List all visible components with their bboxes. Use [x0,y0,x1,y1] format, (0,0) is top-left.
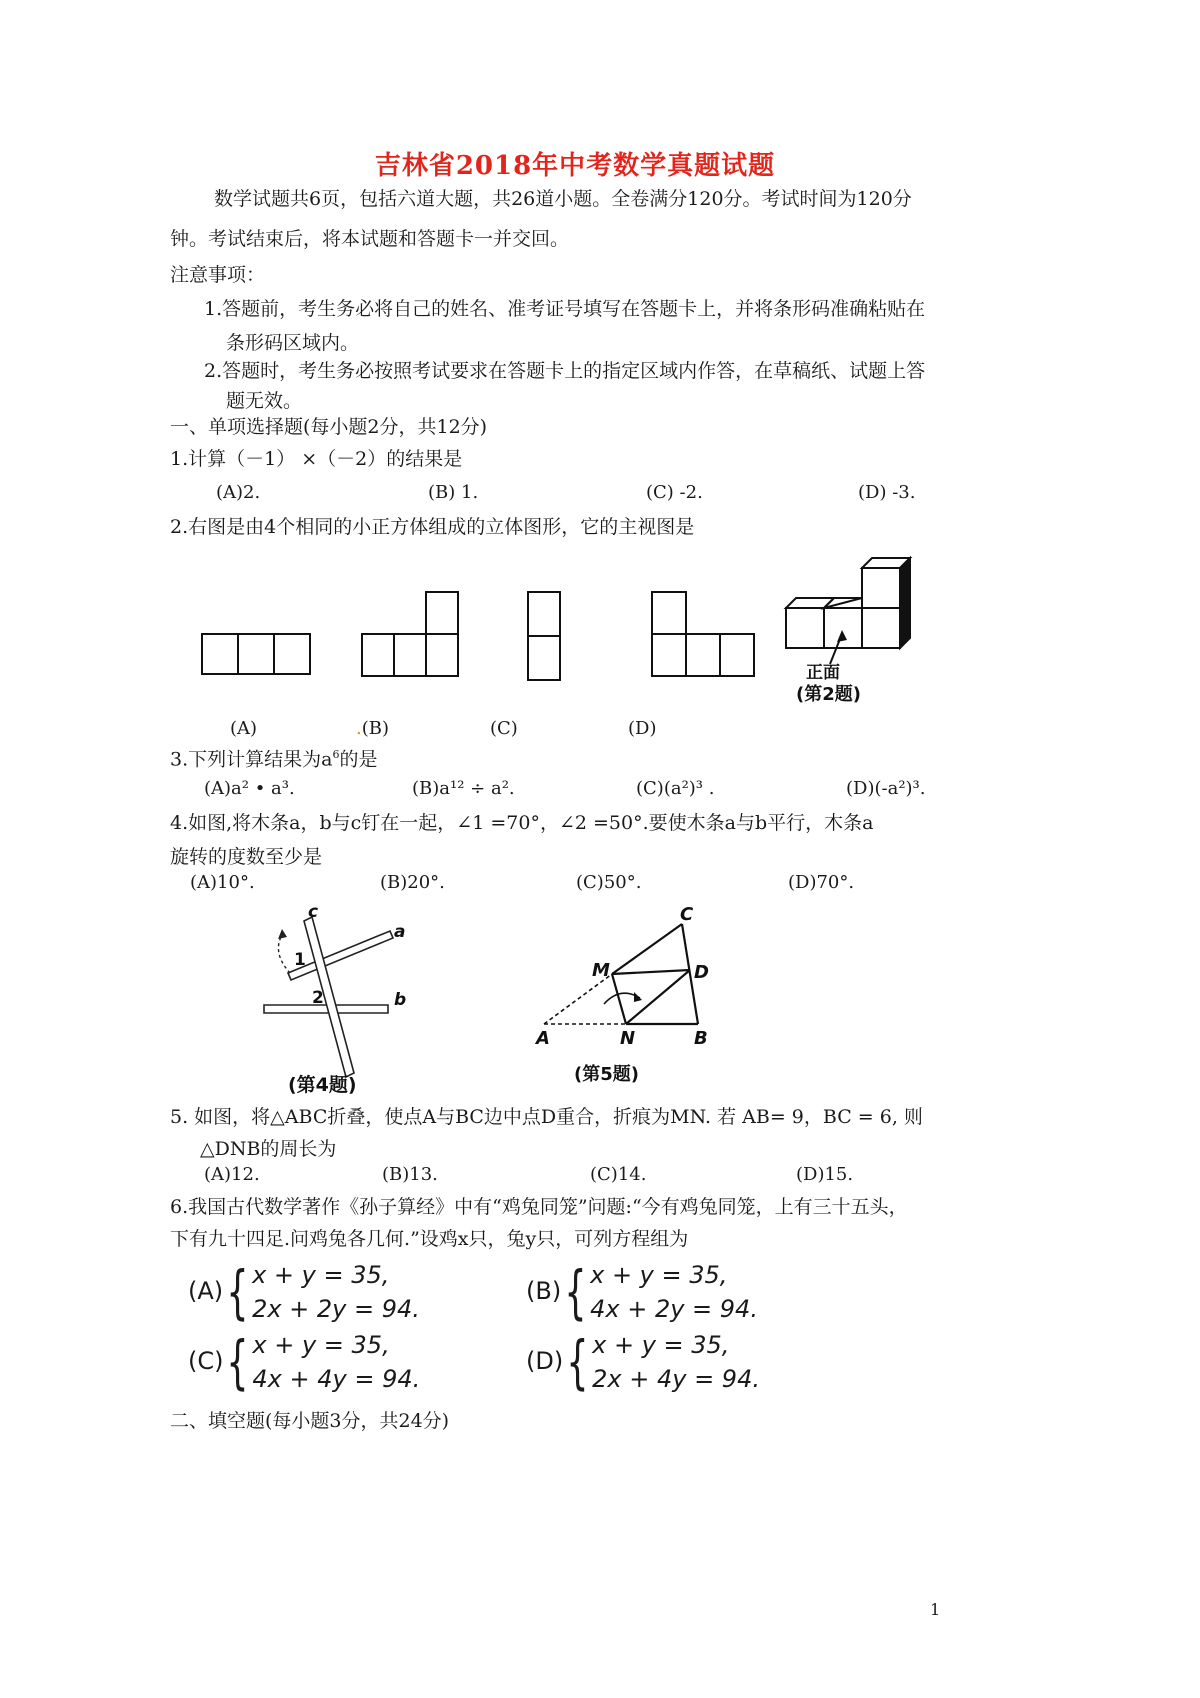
brace-symbol: { [566,1328,589,1396]
note1-line1: 1.答题前，考生务必将自己的姓名、准考证号填写在答题卡上，并将条形码准确粘贴在 [204,298,926,320]
q6-option-a-eq1: x + y = 35, [252,1261,390,1289]
page-number: 1 [930,1600,941,1619]
q6-option-b-equations [590,1258,758,1326]
q2-view-c [528,592,560,680]
q4-option-d: (D)70°. [788,872,855,893]
q6-option-c-eq2: 4x + 4y = 94. [252,1365,421,1393]
q3-stem-post: 的是 [339,748,378,771]
q3-option-d: (D)(-a²)³. [846,778,926,799]
q1-option-a: (A)2. [216,482,261,503]
q5-label-c: C [680,904,694,925]
q6-option-c-label: (C) [188,1347,224,1375]
q2-option-a: (A) [230,718,258,739]
q5-stem-line1: 5. 如图，将△ABC折叠，使点A与BC边中点D重合，折痕为MN. 若 AB= 9，BC = 6, 则 [170,1106,923,1128]
q5-stem-line2: △DNB的周长为 [200,1138,337,1160]
q1-option-b: (B) 1. [428,482,479,503]
section2-heading: 二、填空题(每小题3分，共24分) [170,1410,450,1432]
q5-caption: (第5题) [574,1064,639,1085]
notes-heading: 注意事项： [170,264,266,286]
q6-option-a-label: (A) [188,1277,224,1305]
q4-label-c: c [308,905,319,922]
section1-heading: 一、单项选择题(每小题2分，共12分) [170,416,488,438]
q6-option-a-eq2: 2x + 2y = 94. [252,1295,420,1323]
q4-option-c: (C)50°. [576,872,642,893]
brace-symbol: { [564,1258,587,1326]
q4-angle-2-label: 2 [312,988,324,1008]
q5-label-m: M [592,960,610,981]
q4-label-a: a [394,922,406,942]
q4-figure [250,905,420,1095]
q4-stem-line2: 旋转的度数至少是 [170,846,323,868]
q6-option-d-equations [592,1328,760,1396]
q4-caption: (第4题) [288,1074,357,1095]
brace-symbol: { [226,1328,250,1396]
q2-front-label: 正面 [806,663,840,683]
q5-option-c: (C)14. [590,1164,647,1185]
q6-stem-line1: 6.我国古代数学著作《孙子算经》中有“鸡兔同笼”问题:“今有鸡兔同笼，上有三十五头， [170,1196,908,1218]
q2-view-d [652,592,754,676]
q2-caption: (第2题) [796,684,861,705]
q6-option-a [188,1258,420,1326]
q3-option-c: (C)(a²)³ . [636,778,715,799]
q4-angle-1-label: 1 [294,950,306,970]
note1-line2: 条形码区域内。 [226,332,360,354]
q6-option-d [526,1328,760,1396]
q3-option-a: (A)a² • a³. [204,778,295,799]
q2-figures [190,540,930,710]
q6-stem-line2: 下有九十四足.问鸡兔各几何.”设鸡x只，兔y只，可列方程组为 [170,1228,689,1250]
note2-line1: 2.答题时，考生务必按照考试要求在答题卡上的指定区域内作答，在草稿纸、试题上答 [204,360,926,382]
q3-option-b: (B)a¹² ÷ a². [412,778,515,799]
q2-view-b [362,592,458,676]
q6-option-c [188,1328,420,1396]
q6-option-d-eq2: 2x + 4y = 94. [592,1365,760,1393]
q3-stem [170,742,377,772]
q2-option-b-wrap [356,718,389,739]
q4-option-a: (A)10°. [190,872,255,893]
q2-option-d: (D) [628,718,657,739]
q2-solid-figure [786,558,910,648]
q5-label-d: D [694,962,709,983]
intro-text-line2: 钟。考试结束后，将本试题和答题卡一并交回。 [170,228,570,250]
q5-label-a: A [536,1028,550,1049]
q2-option-c: (C) [490,718,518,739]
q5-option-d: (D)15. [796,1164,854,1185]
q5-option-a: (A)12. [204,1164,260,1185]
q2-view-a [202,634,310,674]
q5-figure [530,900,730,1090]
q4-option-b: (B)20°. [380,872,445,893]
q2-stem: 2.右图是由4个相同的小正方体组成的立体图形，它的主视图是 [170,516,695,538]
q1-option-d: (D) -3. [858,482,916,503]
q2-option-b: (B) [361,718,390,739]
q4-stem-line1: 4.如图,将木条a，b与c钉在一起，∠1 =70°，∠2 =50°.要使木条a与b平行，木条a [170,812,874,834]
q1-stem: 1.计算（－1） ×（－2）的结果是 [170,448,463,470]
q5-label-n: N [620,1028,636,1049]
brace-symbol: { [226,1258,249,1326]
note2-line2: 题无效。 [226,390,303,412]
q4-label-b: b [394,990,407,1010]
q6-option-d-label: (D) [526,1347,564,1375]
q6-option-c-eq1: x + y = 35, [252,1331,390,1359]
q3-stem-exp: 6 [332,748,340,761]
q6-option-a-equations [252,1258,420,1326]
q3-stem-pre: 3.下列计算结果为a [170,748,333,771]
page-title: 吉林省2018年中考数学真题试题 [374,151,776,181]
q6-option-b-eq2: 4x + 2y = 94. [590,1295,758,1323]
q5-option-b: (B)13. [382,1164,438,1185]
q6-option-b-eq1: x + y = 35, [590,1261,728,1289]
q6-option-b [526,1258,758,1326]
stray-dot: . [356,718,362,739]
q5-label-b: B [694,1028,708,1049]
q6-option-b-label: (B) [526,1277,562,1305]
intro-text-line1: 数学试题共6页，包括六道大题，共26道小题。全卷满分120分。考试时间为120分 [214,188,912,210]
q1-option-c: (C) -2. [646,482,703,503]
q6-option-d-eq1: x + y = 35, [592,1331,730,1359]
q6-option-c-equations [252,1328,420,1396]
